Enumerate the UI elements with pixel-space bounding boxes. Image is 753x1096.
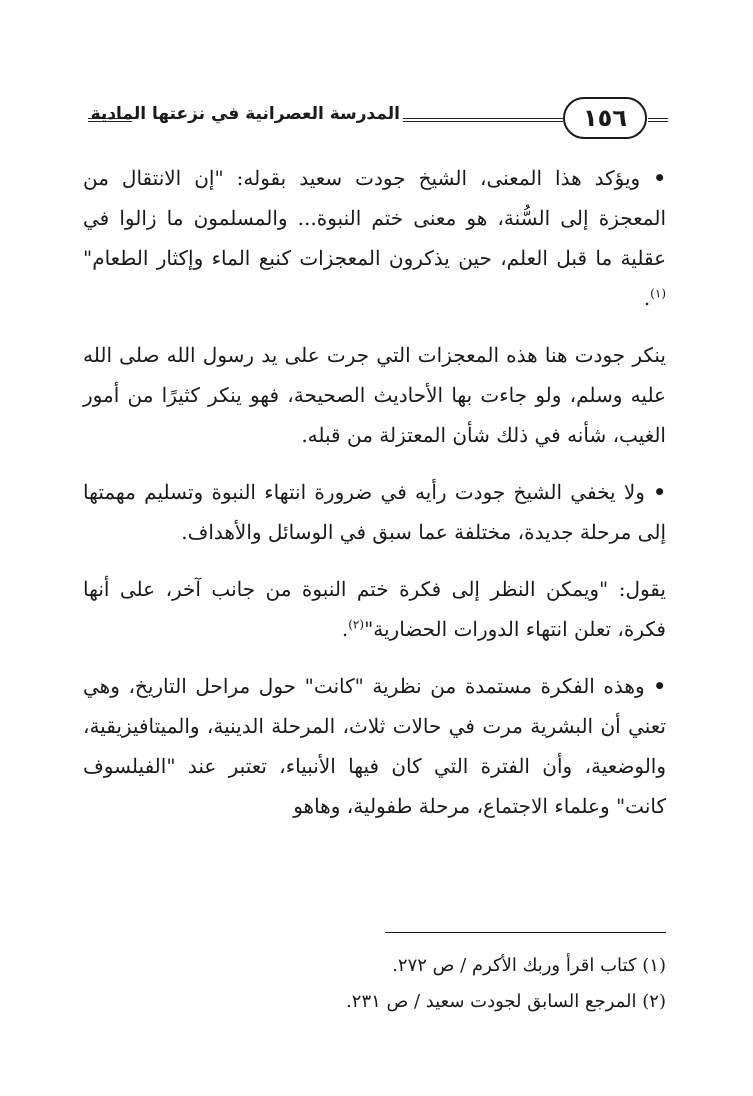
paragraph-end: . <box>341 617 349 641</box>
paragraph-3 <box>83 472 666 552</box>
paragraph-text: يقول: "ويمكن النظر إلى فكرة ختم النبوة من جانب آخر، على أنها فكرة، تعلن انتهاء الدورات الحضارية" <box>83 577 666 641</box>
header-rule-right <box>648 118 668 122</box>
paragraph-1 <box>83 158 666 318</box>
footnote-2: (٢) المرجع السابق لجودت سعيد / ص ٢٣١. <box>346 991 666 1012</box>
paragraph-5 <box>83 666 666 826</box>
footnote-ref-2[interactable]: (٢) <box>348 617 365 632</box>
footnote-ref-1[interactable]: (١) <box>650 286 666 301</box>
bullet-marker: • <box>653 480 666 504</box>
paragraph-end: . <box>643 286 651 310</box>
footnotes <box>83 948 666 1020</box>
header-rule-middle <box>403 118 563 122</box>
page-header <box>88 96 668 146</box>
footnote-separator <box>385 932 666 933</box>
paragraph-text: ينكر جودت هنا هذه المعجزات التي جرت على يد رسول الله صلى الله عليه وسلم، ولو جاءت بها الأحاديث الصحيحة، فهو ينكر كثيرًا من أمور الغيب، شأنه في ذلك شأن المعتزلة من قبله. <box>83 343 666 447</box>
running-title: المدرسة العصرانية في نزعتها المادية <box>90 104 400 124</box>
paragraph-text: ولا يخفي الشيخ جودت رأيه في ضرورة انتهاء النبوة وتسليم مهمتها إلى مرحلة جديدة، مختلفة عما سبق في الوسائل والأهداف. <box>83 480 666 544</box>
paragraph-text: وهذه الفكرة مستمدة من نظرية "كانت" حول مراحل التاريخ، وهي تعني أن البشرية مرت في حالات ثلاث، المرحلة الدينية، والميتافيزيقية، والوضعية، وأن الفترة التي كان فيها الأنبياء، تعتبر عند "الفيلسوف كانت" وعلماء الاجتماع، مرحلة طفولية، وهاهو <box>83 674 666 818</box>
paragraph-4 <box>83 569 666 649</box>
page-number: ١٥٦ <box>563 97 647 139</box>
body-text <box>83 158 666 843</box>
bullet-marker: • <box>653 166 667 190</box>
footnote-1: (١) كتاب اقرأ وربك الأكرم / ص ٢٧٢. <box>392 955 666 976</box>
bullet-marker: • <box>653 674 667 698</box>
paragraph-text: ويؤكد هذا المعنى، الشيخ جودت سعيد بقوله: "إن الانتقال من المعجزة إلى السُّنة، هو معنى ختم النبوة... والمسلمون ما زالوا في عقلية ما قبل العلم، حين يذكرون المعجزات كنبع الماء وإكثار الطعام" <box>83 166 666 270</box>
paragraph-2 <box>83 335 666 455</box>
